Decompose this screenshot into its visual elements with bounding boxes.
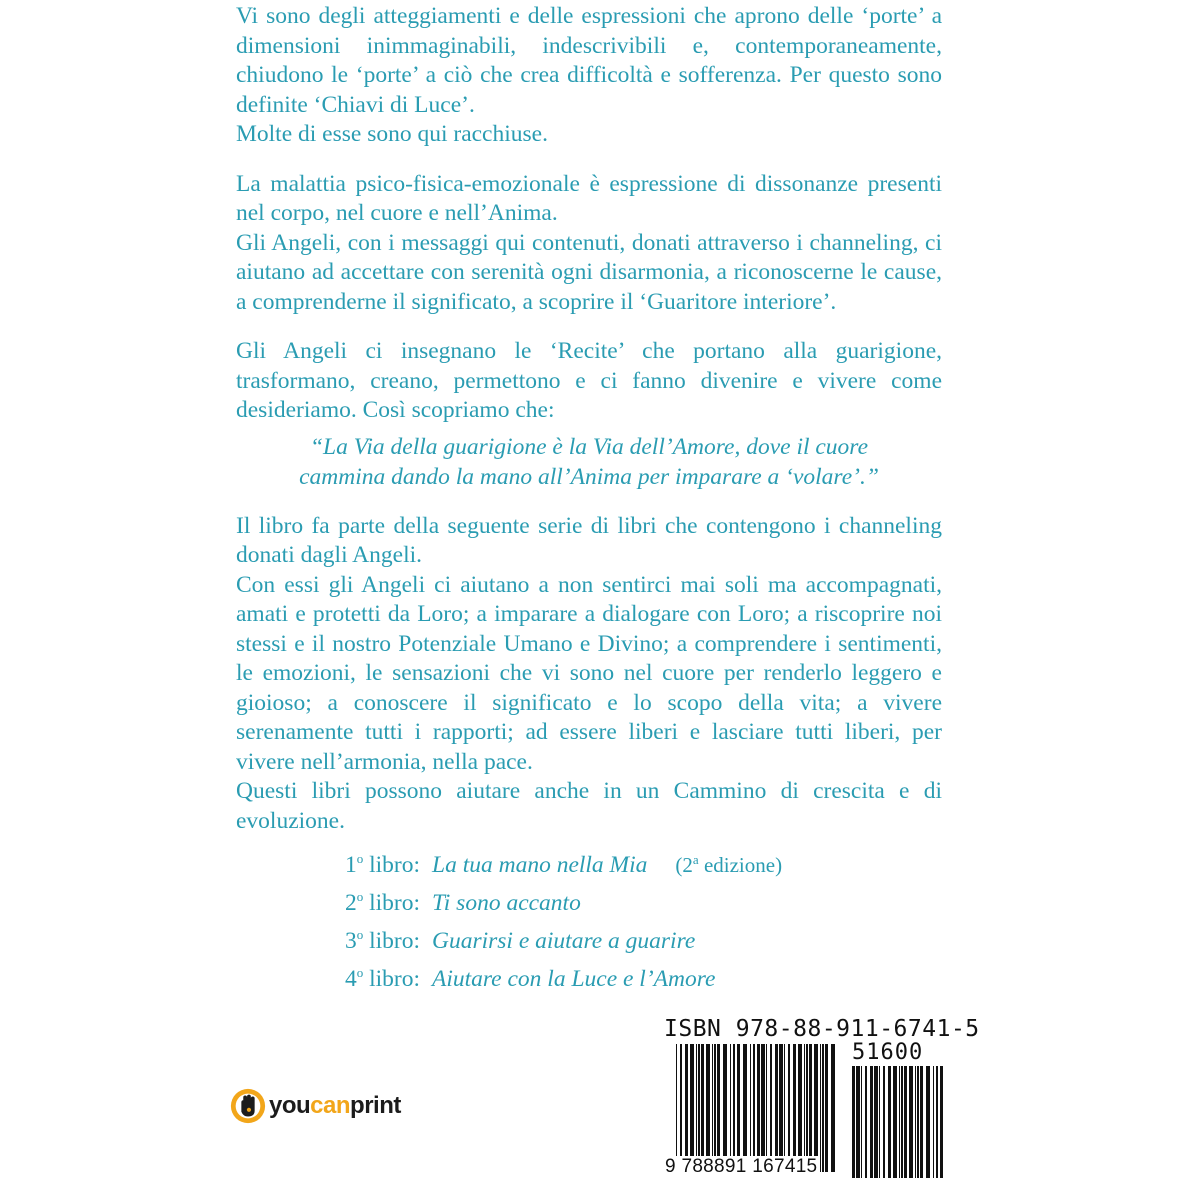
barcode-bar	[940, 1066, 943, 1178]
barcode-bar	[761, 1044, 765, 1172]
barcode-bar	[917, 1066, 919, 1178]
barcode-bar	[814, 1044, 818, 1172]
book-edition: (2$^a$ edizione)	[675, 851, 783, 877]
paragraph-cammino: Questi libri possono aiutare anche in un Cammino di crescita e di evoluzione.	[236, 778, 942, 834]
barcode-bar	[712, 1044, 713, 1172]
book-series-list	[236, 844, 942, 996]
barcode-bar	[820, 1044, 821, 1172]
barcode-bar	[793, 1044, 796, 1172]
back-cover-text	[236, 2, 942, 996]
barcode-bar	[743, 1044, 747, 1172]
barcode-bar	[766, 1044, 767, 1172]
barcode-bar	[788, 1044, 790, 1172]
barcode-bar	[899, 1066, 900, 1178]
barcode-bar	[822, 1044, 824, 1172]
paragraph-chiavi-di-luce: Vi sono degli atteggiamenti e delle espressioni che aprono delle ‘porte’ a dimensioni inimmaginabili, indescrivibili e, contemporaneamente, chiudono le ‘porte’ a ciò che crea difficoltà e sofferenza. Per questo sono definite ‘Chiavi di Luce’.	[236, 3, 942, 118]
book-item: 3$^o$ libro: Guarirsi e aiutare a guarire	[236, 920, 942, 958]
barcode-bar	[733, 1044, 735, 1172]
barcode-bar	[770, 1044, 772, 1172]
barcode-bar	[861, 1066, 862, 1178]
barcode-bar	[909, 1066, 913, 1178]
barcode-bar	[757, 1044, 760, 1172]
barcode-bar	[730, 1044, 731, 1172]
barcode-bar	[706, 1044, 710, 1172]
book-title: Ti sono accanto	[432, 889, 581, 916]
addon-barcode	[852, 1066, 944, 1178]
paragraph-racchiuse: Molte di esse sono qui racchiuse.	[236, 121, 548, 147]
barcode-bar	[901, 1066, 903, 1178]
paragraph-angeli-aiutano: Con essi gli Angeli ci aiutano a non sentirci mai soli ma accompagnati, amati e protetti da Loro; a imparare a dialogare con Loro; a riscoprire noi stessi e il nostro Potenziale Umano e Divino; a comprendere i sentimenti, le emozioni, le sensazioni che vi sono nel cuore per renderlo leggero e gioioso; a conoscere il significato e lo scopo della vita; a vivere serenamente tutti i rapporti; ad essere liberi e lasciare tutti liberi, per vivere nell’armonia, nella pace.	[236, 571, 942, 775]
barcode-bar	[737, 1044, 740, 1172]
barcode-bar	[784, 1044, 785, 1172]
youcanprint-logo: youcanprint	[229, 1087, 401, 1125]
barcode-bar	[888, 1066, 891, 1178]
hand-logo-icon	[229, 1087, 267, 1125]
book-item: 1$^o$ libro: La tua mano nella Mia (2$^a$ edizione)	[236, 844, 942, 882]
barcode-bar	[775, 1044, 778, 1172]
quote	[236, 432, 942, 492]
book-item: 4$^o$ libro: Aiutare con la Luce e l’Amore	[236, 958, 942, 996]
barcode-bar	[856, 1066, 860, 1178]
barcode-bar	[936, 1066, 938, 1178]
barcode-bar	[852, 1066, 855, 1178]
barcode-bar	[750, 1044, 751, 1172]
barcode-bar	[690, 1044, 694, 1172]
barcode-bar	[825, 1044, 828, 1172]
barcode-bar	[904, 1066, 907, 1178]
barcode-bar	[714, 1044, 716, 1172]
barcode-bar	[779, 1044, 783, 1172]
barcode-bar	[680, 1044, 682, 1172]
barcode-bar	[723, 1044, 727, 1172]
isbn-text: ISBN 978-88-911-6741-5	[664, 1016, 980, 1042]
barcode-bar	[920, 1066, 923, 1178]
paragraph-serie-libri: Il libro fa parte della seguente serie di libri che contengono i channeling donati dagli Angeli.	[236, 512, 942, 568]
barcode-bar	[753, 1044, 755, 1172]
paragraph-angeli-messaggi: Gli Angeli, con i messaggi qui contenuti, donati attraverso i channeling, ci aiutano ad accettare con serenità ogni disarmonia, a riconoscerne le cause, a comprenderne il significato, a scoprire il ‘Guaritore interiore’.	[236, 229, 942, 315]
barcode-bar	[874, 1066, 878, 1178]
barcode-bar	[698, 1044, 700, 1172]
barcode-bar	[806, 1044, 808, 1172]
barcode-bar	[676, 1044, 677, 1172]
barcode-bar	[696, 1044, 697, 1172]
quote-line-1: “La Via della guarigione è la Via dell’Amore, dove il cuore	[309, 433, 869, 460]
barcode-bar	[915, 1066, 916, 1178]
barcode-bar	[870, 1066, 873, 1178]
ean-barcode	[676, 1044, 838, 1172]
barcode-bar	[933, 1066, 934, 1178]
book-title: Guarirsi e aiutare a guarire	[432, 927, 696, 954]
barcode-bar	[717, 1044, 720, 1172]
barcode-bar	[865, 1066, 867, 1178]
quote-line-2: cammina dando la mano all’Anima per imparare a ‘volare’.”	[299, 463, 879, 490]
barcode-bar	[809, 1044, 812, 1172]
book-title: La tua mano nella Mia	[432, 851, 648, 878]
barcode-bar	[883, 1066, 885, 1178]
barcode-bar	[685, 1044, 688, 1172]
barcode-bar	[831, 1044, 835, 1172]
book-item: 2$^o$ libro: Ti sono accanto	[236, 882, 942, 920]
barcode-bar	[926, 1066, 930, 1178]
barcode-bar	[798, 1044, 802, 1172]
paragraph-malattia: La malattia psico-fisica-emozionale è espressione di dissonanze presenti nel corpo, nel cuore e nell’Anima.	[236, 170, 942, 226]
barcode-bar	[893, 1066, 897, 1178]
book-title: Aiutare con la Luce e l’Amore	[432, 965, 716, 992]
barcode-bar	[701, 1044, 704, 1172]
barcode-bar	[879, 1066, 880, 1178]
paragraph-recite: Gli Angeli ci insegnano le ‘Recite’ che portano alla guarigione, trasformano, creano, permettono e ci fanno divenire e vivere come desideriamo. Così scopriamo che:	[236, 338, 942, 423]
price-code: 51600	[852, 1040, 924, 1065]
barcode-bar	[804, 1044, 805, 1172]
ean-digits: 9 788891 167415	[662, 1156, 820, 1178]
